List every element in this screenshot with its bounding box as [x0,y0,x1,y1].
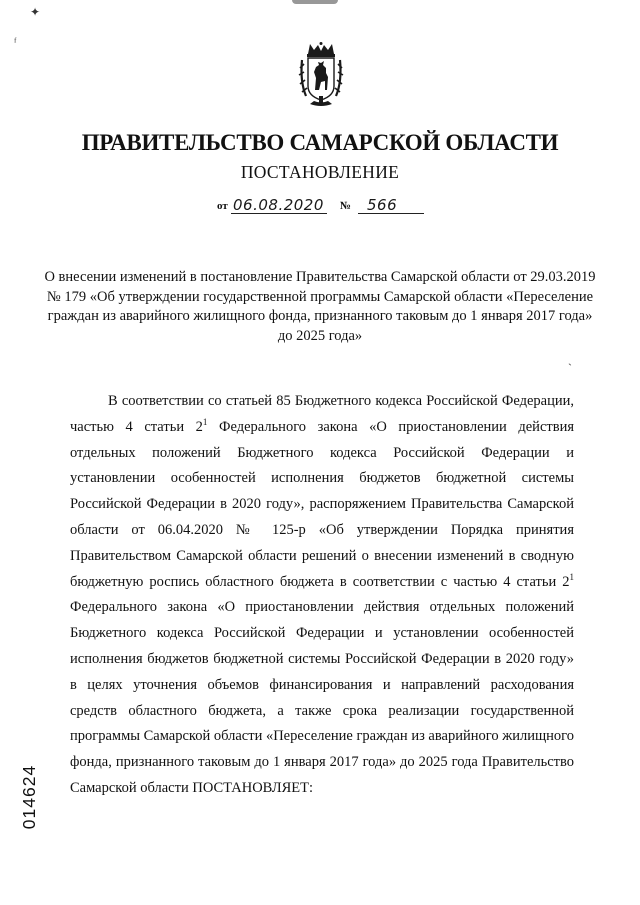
scan-artifact: ᶠ [14,35,17,49]
number-value: 566 [367,196,398,214]
date-prefix: от [217,200,228,212]
superscript: 1 [569,571,574,582]
scan-artifact: ✦ [30,5,41,19]
body-text-part: Федерального закона «О приостановлении действия отдельных положений Бюджетного кодекса Российской Федерации и установлении особенностей исполнения бюджетов бюджетной системы Российской Федерации в 2020 году» в целях уточнения объемов финансирования и направлений расходования средств областного бюджета, а также срока реализации государственной программы Самарской области «Переселение граждан из аварийного жилищного фонда, признанного таковым до 1 января 2017 года» до 2025 года Правительство Самарской области ПОСТАНОВЛЯЕТ: [70,599,574,796]
number-prefix: № [340,200,352,212]
document-subject: О внесении изменений в постановление Правительства Самарской области от 29.03.2019 № 179 «Об утверждении государственной программы Самарской области «Переселение граждан из аварийного жилищного фонда, признанного таковым до 1 января 2017 года» до 2025 года» [44,269,596,344]
body-text-part: В соответствии со статьей 85 Бюджетного кодекса Российской Федерации, частью 4 статьи 2 [70,393,574,435]
date-value: 06.08.2020 [233,196,324,214]
margin-stamp-number: 014624 [19,764,39,830]
government-title: ПРАВИТЕЛЬСТВО САМАРСКОЙ ОБЛАСТИ [81,130,559,155]
superscript: 1 [202,416,208,427]
document-body [70,389,574,802]
coat-of-arms-icon [298,42,344,108]
document-type: ПОСТАНОВЛЕНИЕ [240,162,400,182]
date-number-line [217,193,447,217]
scan-artifact: ˋ [568,361,572,375]
body-text-part: Федерального закона «О приостановлении действия отдельных положений Бюджетного кодекса Российской Федерации и установлении особенностей исполнения бюджетов бюджетной системы Российской Федерации в 2020 году», распоряжением Правительства Самарской области от 06.04.2020 № 125-р «Об утверждении Порядка принятия Правительством Самарской области решений о внесении изменений в сводную бюджетную роспись областного бюджета в соответствии с частью 4 статьи 2 [70,418,574,590]
scan-artifact [292,0,338,4]
body-paragraph [70,389,574,802]
